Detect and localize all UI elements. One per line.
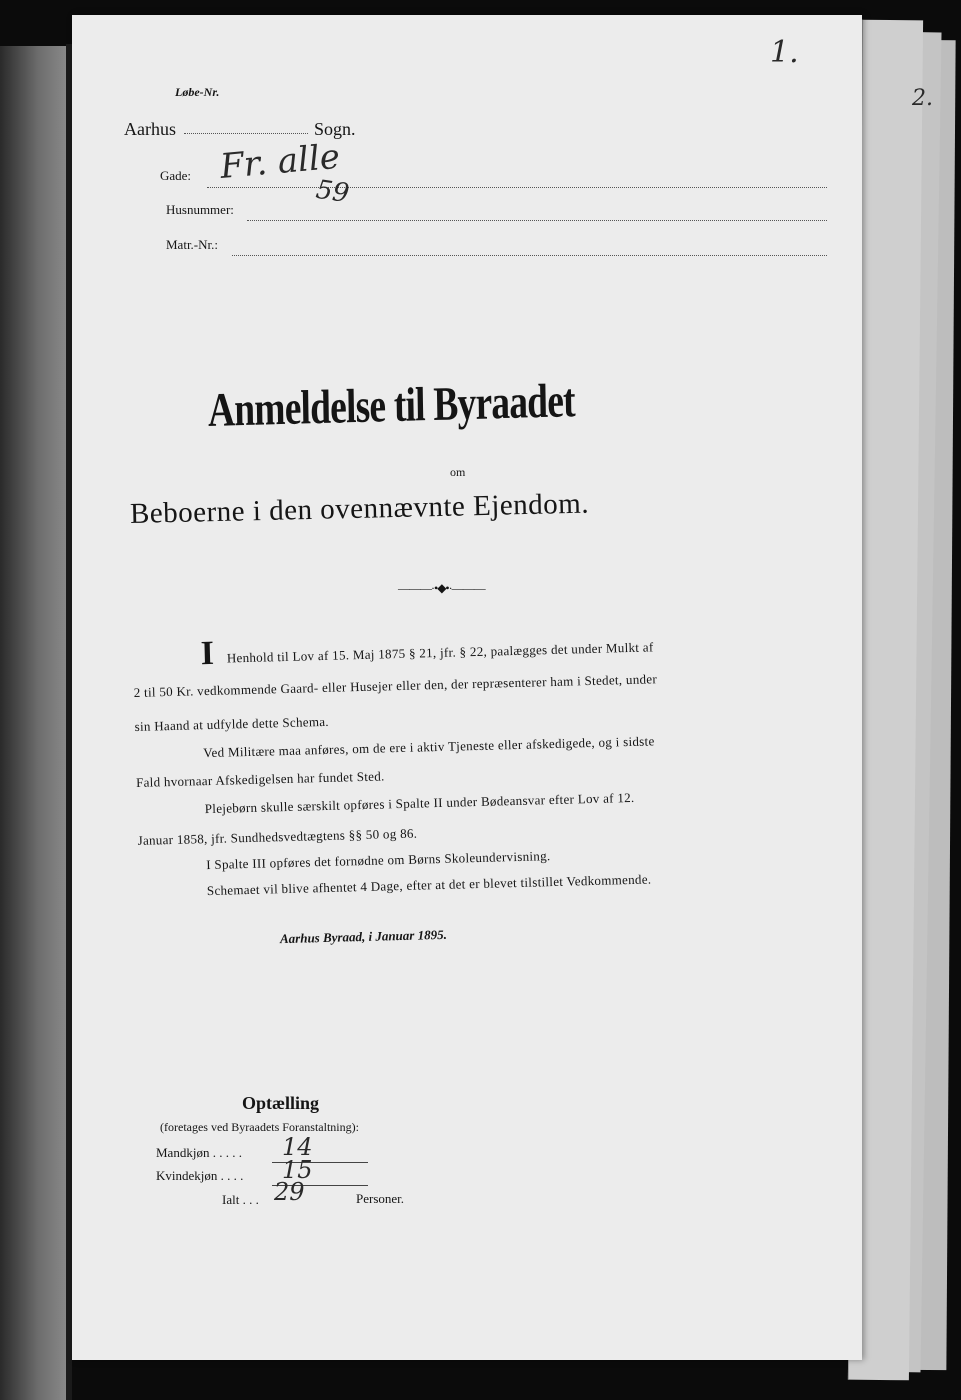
page-number: 1. (770, 35, 799, 70)
instruction-line: Fald hvornaar Afskedigelsen har fundet Sted. (135, 768, 385, 790)
city-label: Aarhus (124, 119, 176, 139)
sogn-label: Sogn. (314, 119, 356, 139)
count-heading: Optælling (242, 1093, 320, 1113)
personer-label: Personer. (356, 1191, 405, 1206)
ialt-value: 29 (274, 1178, 305, 1206)
instruction-line: sin Haand at udfylde dette Schema. (134, 713, 330, 734)
husnummer-label: Husnummer: (166, 202, 234, 217)
lobe-nr-label: Løbe-Nr. (175, 85, 220, 99)
husnummer-handwritten-value: 59 (314, 174, 352, 210)
instruction-line: 2 til 50 Kr. vedkommende Gaard- eller Husejer eller den, der repræsenterer ham i Stedet, under (133, 671, 658, 700)
sogn-field-line (184, 133, 308, 134)
dropcap-letter: I (200, 634, 215, 673)
mandkjon-value: 14 (282, 1133, 313, 1161)
matr-nr-label: Matr.-Nr.: (166, 237, 218, 252)
instruction-line: I Spalte III opføres det fornødne om Børns Skoleundervisning. (206, 848, 551, 873)
matr-nr-field-line (232, 255, 827, 256)
document-title: Anmeldelse til Byraadet (207, 374, 576, 437)
mandkjon-label: Mandkjøn . . . . . (156, 1145, 242, 1160)
instructions-block (132, 609, 812, 899)
kvindekjon-label: Kvindekjøn . . . . (156, 1168, 244, 1183)
signature-line: Aarhus Byraad, i Januar 1895. (279, 926, 448, 947)
document-subtitle: Beboerne i den ovennævnte Ejendom. (129, 487, 590, 530)
gade-label: Gade: (160, 168, 192, 183)
back-page-number: 2. (912, 86, 933, 111)
instruction-line: Henhold til Lov af 15. Maj 1875 § 21, jfr. § 22, paalægges det under Mulkt af (226, 639, 654, 666)
document-page (72, 15, 862, 1360)
gade-field-line (207, 187, 827, 188)
count-note: (foretages ved Byraadets Foranstaltning): (160, 1120, 359, 1134)
kvindekjon-value: 15 (282, 1156, 313, 1184)
instruction-line: Januar 1858, jfr. Sundhedsvedtægtens §§ 50 og 86. (137, 825, 418, 848)
instruction-line: Ved Militære maa anføres, om de ere i aktiv Tjeneste eller afskedigede, og i sidste (203, 733, 655, 761)
ialt-label: Ialt . . . (222, 1192, 259, 1207)
instruction-line: Schemaet vil blive afhentet 4 Dage, efter at det er blevet tilstillet Vedkommende. (206, 871, 652, 899)
husnummer-field-line (247, 220, 827, 221)
gade-handwritten-value: Fr. alle (218, 136, 342, 187)
title-ornament: ———·•◆•·——— (398, 581, 485, 595)
title-connector: om (450, 465, 466, 479)
instruction-line: Plejebørn skulle særskilt opføres i Spalte II under Bødeansvar efter Lov af 12. (204, 789, 635, 817)
left-page-edge (0, 46, 70, 1400)
